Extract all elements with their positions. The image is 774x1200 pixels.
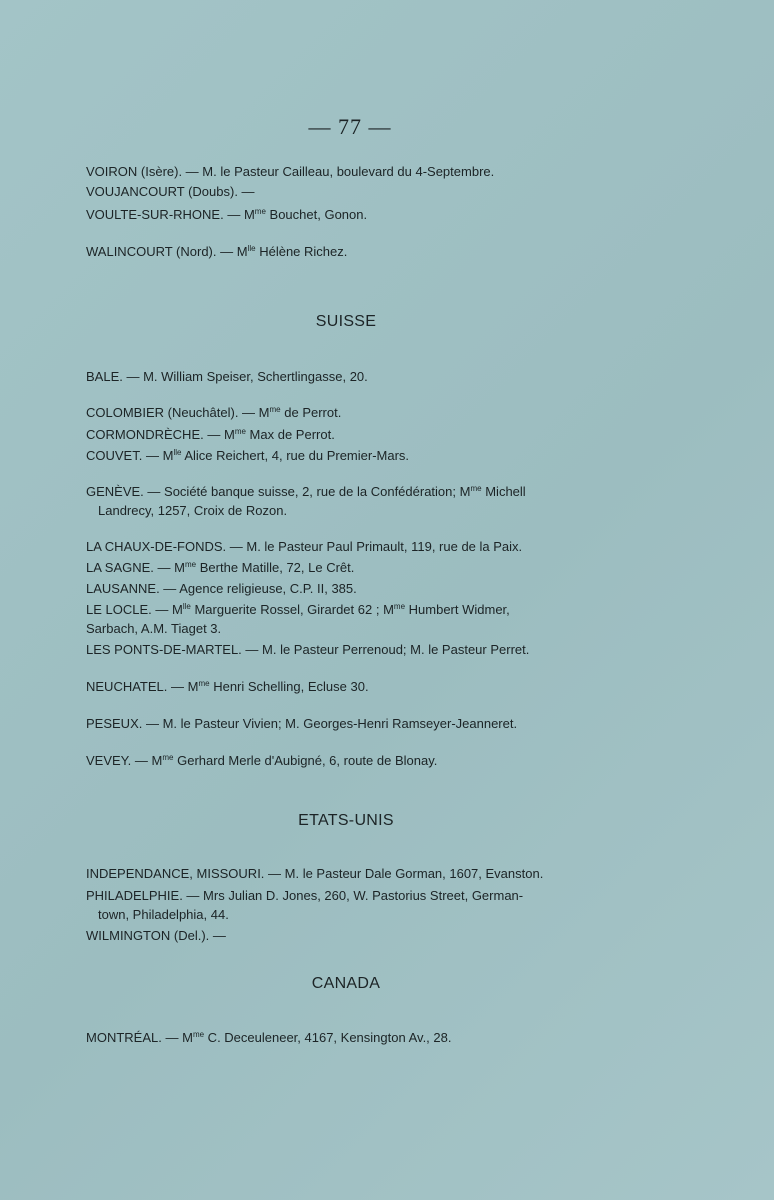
entry-walincourt (86, 242, 614, 261)
entry-colombier (86, 403, 614, 422)
entry-title: M (151, 753, 163, 768)
entry-cormondreche (86, 425, 614, 444)
entry-text: Max de Perrot. (245, 427, 335, 442)
entry-title-sup: lle (182, 602, 191, 611)
entry-title-sup: me (185, 560, 197, 569)
entry-title-sup: lle (173, 448, 182, 457)
entry-text: M. le Pasteur Paul Primault, 119, rue de la Paix. (242, 539, 523, 554)
entry-text: Humbert Widmer, (405, 602, 510, 617)
entry-place: LA SAGNE. — (86, 560, 171, 575)
entry-voulte-sur-rhone (86, 205, 614, 224)
entry-title: M (459, 484, 471, 499)
entry-title: M (258, 405, 270, 420)
entry-text: Berthe Matille, 72, Le Crêt. (196, 560, 355, 575)
entry-text: M. le Pasteur Perrenoud; M. le Pasteur Perret. (258, 642, 530, 657)
entry-title-sup: me (162, 753, 174, 762)
entry-place: BALE. — (86, 369, 140, 384)
entry-title: M (182, 1030, 193, 1045)
entry-place: COLOMBIER (Neuchâtel). — (86, 405, 256, 420)
entry-title-sup: me (269, 405, 281, 414)
entry-couvet (86, 446, 614, 465)
entry-place: VEVEY. — (86, 753, 148, 768)
entry-title-sup: lle (247, 244, 256, 253)
entry-peseux (86, 714, 614, 733)
entry-text: Bouchet, Gonon. (265, 207, 368, 222)
entry-place: WALINCOURT (Nord). — (86, 244, 234, 259)
entry-title: M (187, 679, 199, 694)
entry-independance-missouri (86, 864, 614, 883)
entry-place: VOULTE-SUR-RHONE. — (86, 207, 241, 222)
entry-continuation: town, Philadelphia, 44. (98, 907, 229, 922)
entry-place: COUVET. — (86, 448, 159, 463)
entry-place: VOIRON (Isère). — (86, 164, 199, 179)
entry-title-sup: me (470, 484, 482, 493)
entry-place: CORMONDRÈCHE. — (86, 427, 221, 442)
entry-continuation: Landrecy, 1257, Croix de Rozon. (98, 503, 288, 518)
entry-place: LES PONTS-DE-MARTEL. — (86, 642, 259, 657)
entry-text: Gerhard Merle d'Aubigné, 6, route de Blonay. (173, 753, 438, 768)
entry-text: Henri Schelling, Ecluse 30. (209, 679, 369, 694)
entry-title: M (383, 602, 394, 617)
entry-text: M. William Speiser, Schertlingasse, 20. (139, 369, 368, 384)
entry-text: C. Deceuleneer, 4167, Kensington Av., 28. (204, 1030, 452, 1045)
section-heading-canada: CANADA (311, 975, 381, 992)
entry-text: M. le Pasteur Vivien; M. Georges-Henri Ramseyer-Jeanneret. (158, 716, 518, 731)
entry-les-ponts-de-martel (86, 640, 614, 659)
entry-title-sup: me (234, 427, 246, 436)
entry-text: Mrs Julian D. Jones, 260, W. Pastorius Street, German- (199, 888, 524, 903)
entry-philadelphie (86, 886, 614, 924)
entry-text: Société banque suisse, 2, rue de la Confédération; (160, 484, 457, 499)
page-number: — 77 — (308, 114, 392, 139)
entry-vevey (86, 751, 614, 770)
entry-text: Agence religieuse, C.P. II, 385. (176, 581, 357, 596)
entry-voiron (86, 162, 614, 181)
section-heading-etats-unis: ETATS-UNIS (298, 812, 394, 829)
entry-title-sup: me (198, 679, 210, 688)
entry-bale (86, 367, 614, 386)
entry-title: M (223, 427, 235, 442)
entry-title: M (243, 207, 255, 222)
entry-text: Marguerite Rossel, Girardet 62 ; (190, 602, 380, 617)
entry-place: NEUCHATEL. — (86, 679, 184, 694)
entry-text: de Perrot. (280, 405, 342, 420)
entry-text: Michell (481, 484, 526, 499)
entry-title: M (162, 448, 174, 463)
entry-lausanne (86, 579, 614, 598)
entry-place: INDEPENDANCE, MISSOURI. — (86, 866, 282, 881)
entry-la-chaux-de-fonds (86, 537, 614, 556)
entry-place: GENÈVE. — (86, 484, 161, 499)
entry-place: WILMINGTON (Del.). — (86, 928, 226, 943)
entry-le-locle (86, 600, 614, 638)
entry-geneve (86, 482, 614, 520)
entry-title: M (236, 244, 248, 259)
entry-place: LE LOCLE. — (86, 602, 169, 617)
entry-place: MONTRÉAL. — (86, 1030, 179, 1045)
section-heading-suisse: SUISSE (315, 313, 377, 330)
entry-title: M (174, 560, 186, 575)
entry-title-sup: me (192, 1030, 205, 1039)
entry-title-sup: me (393, 602, 406, 611)
entry-text: Alice Reichert, 4, rue du Premier-Mars. (181, 448, 410, 463)
entry-wilmington (86, 926, 614, 945)
entry-la-sagne (86, 558, 614, 577)
entry-place: VOUJANCOURT (Doubs). — (86, 184, 255, 199)
entry-continuation: Sarbach, A.M. Tiaget 3. (86, 621, 222, 636)
entry-place: LAUSANNE. — (86, 581, 177, 596)
entry-place: LA CHAUX-DE-FONDS. — (86, 539, 243, 554)
entry-title-sup: me (254, 207, 266, 216)
entry-place: PESEUX. — (86, 716, 159, 731)
entry-title: M (172, 602, 183, 617)
entry-text: Hélène Richez. (255, 244, 348, 259)
entry-text: M. le Pasteur Cailleau, boulevard du 4-Septembre. (198, 164, 495, 179)
entry-neuchatel (86, 677, 614, 696)
entry-place: PHILADELPHIE. — (86, 888, 200, 903)
entry-montreal (86, 1028, 614, 1047)
entry-voujancourt (86, 182, 614, 201)
entry-text: M. le Pasteur Dale Gorman, 1607, Evanston. (281, 866, 544, 881)
